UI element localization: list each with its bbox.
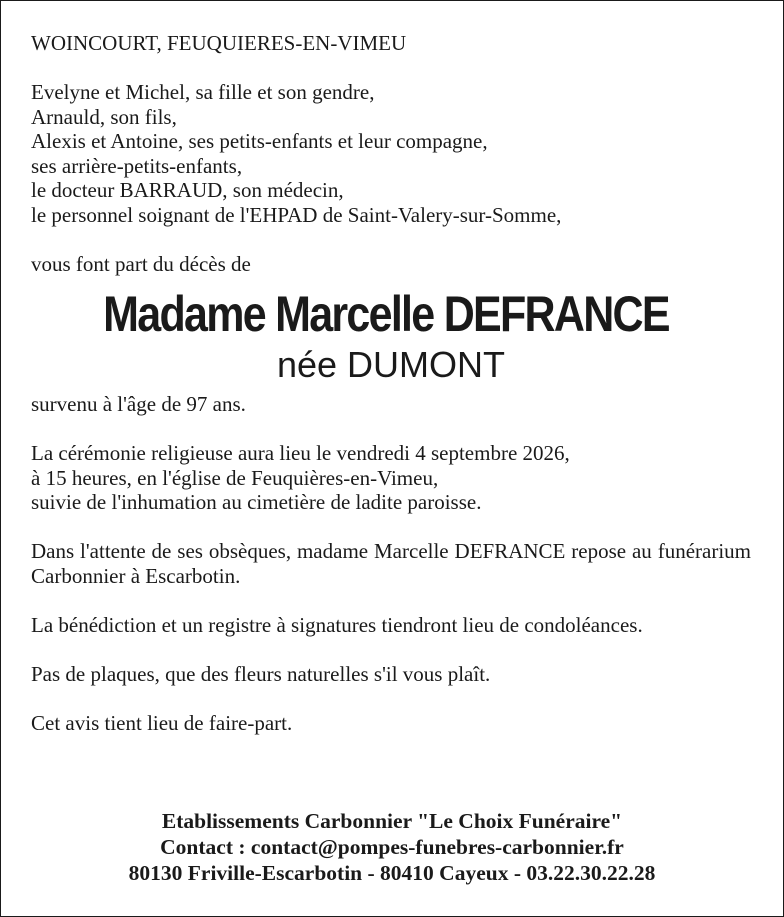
ceremony-line: à 15 heures, en l'église de Feuquières-en-Vimeu,: [31, 465, 439, 490]
mourner-line: Arnauld, son fils,: [31, 104, 177, 129]
ceremony-details: [31, 441, 751, 515]
spacer: [31, 588, 751, 613]
contact-line: Contact : contact@pompes-funebres-carbonnier.fr: [160, 835, 624, 859]
rest-place-paragraph: Dans l'attente de ses obsèques, madame Marcelle DEFRANCE repose au funérarium Carbonnier à Escarbotin.: [31, 539, 751, 588]
maiden-name: née DUMONT: [276, 344, 506, 385]
announcement-line: vous font part du décès de: [31, 251, 251, 276]
spacer: [31, 637, 751, 662]
company-name: Etablissements Carbonnier "Le Choix Funéraire": [161, 809, 623, 833]
ceremony-line: suivie de l'inhumation au cimetière de ladite paroisse.: [31, 490, 482, 514]
spacer: [31, 686, 751, 711]
age-line: survenu à l'âge de 97 ans.: [31, 392, 246, 416]
address-line: 80130 Friville-Escarbotin - 80410 Cayeux - 03.22.30.22.28: [128, 861, 656, 885]
deceased-name-block: [31, 284, 751, 386]
spacer: [31, 515, 751, 540]
mourner-line: ses arrière-petits-enfants,: [31, 153, 243, 178]
flowers-line: Pas de plaques, que des fleurs naturelles s'il vous plaît.: [31, 661, 491, 686]
mourner-line: le personnel soignant de l'EHPAD de Saint-Valery-sur-Somme,: [31, 202, 562, 227]
mourner-line: Alexis et Antoine, ses petits-enfants et leur compagne,: [31, 129, 488, 153]
ceremony-line: La cérémonie religieuse aura lieu le vendredi 4 septembre 2026,: [31, 441, 570, 465]
mourner-line: le docteur BARRAUD, son médecin,: [31, 178, 344, 202]
deceased-name: Madame Marcelle DEFRANCE: [103, 286, 669, 342]
spacer: [31, 417, 751, 442]
locations-header: WOINCOURT, FEUQUIERES-EN-VIMEU: [31, 31, 407, 55]
spacer: [31, 227, 751, 252]
notice-line: Cet avis tient lieu de faire-part.: [31, 710, 293, 735]
mourners-list: [31, 80, 751, 227]
spacer: [31, 56, 751, 81]
notice-body: [31, 31, 751, 735]
mourner-line: Evelyne et Michel, sa fille et son gendre,: [31, 80, 375, 104]
funeral-home-footer: [0, 808, 784, 886]
benediction-paragraph: La bénédiction et un registre à signatures tiendront lieu de condoléances.: [31, 612, 643, 637]
